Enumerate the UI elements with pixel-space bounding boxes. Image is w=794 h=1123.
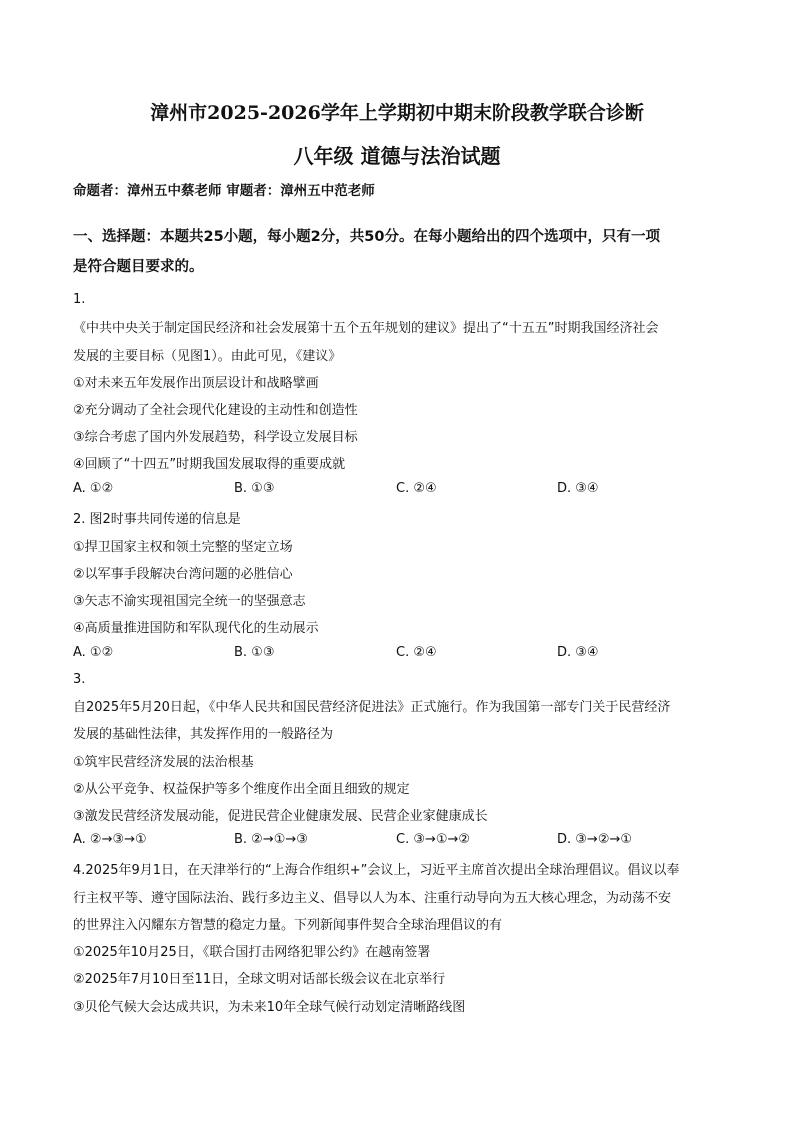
q1-item: ①对未来五年发展作出顶层设计和战略擘画 bbox=[73, 376, 319, 391]
q1-option-c: C. ②④ bbox=[396, 481, 437, 496]
q3-option-d: D. ③→②→① bbox=[557, 832, 633, 847]
section-heading-line1: 一、选择题：本题共25小题，每小题2分，共50分。在每小题给出的四个选项中，只有一项 bbox=[73, 229, 660, 245]
section-heading bbox=[73, 222, 729, 282]
q3-option-c: C. ③→①→② bbox=[396, 832, 471, 847]
q3-item: ①筑牢民营经济发展的法治根基 bbox=[73, 755, 254, 770]
q1-option-b: B. ①③ bbox=[234, 481, 275, 496]
q3-stem-line1: 自2025年5月20日起，《中华人民共和国民营经济促进法》正式施行。作为我国第一部专门关于民营经济 bbox=[73, 700, 671, 715]
q2-stem: 2. 图2时事共同传递的信息是 bbox=[73, 512, 241, 527]
q4-stem-line1: 4.2025年9月1日，在天津举行的“上海合作组织+”会议上，习近平主席首次提出全球治理倡议。倡议以奉 bbox=[73, 863, 680, 878]
q1-number: 1. bbox=[73, 292, 86, 307]
q3-option-b: B. ②→①→③ bbox=[234, 832, 308, 847]
q1-stem-line2: 发展的主要目标（见图1）。由此可见，《建议》 bbox=[73, 349, 342, 364]
q3-option-a: A. ②→③→① bbox=[73, 832, 147, 847]
q2-item: ①捍卫国家主权和领土完整的坚定立场 bbox=[73, 540, 293, 555]
q2-item: ③矢志不渝实现祖国完全统一的坚强意志 bbox=[73, 594, 306, 609]
q4-stem-line2: 行主权平等、遵守国际法治、践行多边主义、倡导以人为本、注重行动导向为五大核心理念，为动荡不安 bbox=[73, 891, 672, 906]
q2-option-a: A. ①② bbox=[73, 645, 114, 660]
q1-stem-line1: 《中共中央关于制定国民经济和社会发展第十五个五年规划的建议》提出了“十五五”时期我国经济社会 bbox=[73, 321, 659, 336]
section-heading-line2: 是符合题目要求的。 bbox=[73, 259, 204, 275]
q3-stem-line2: 发展的基础性法律，其发挥作用的一般路径为 bbox=[73, 727, 334, 742]
q4-item: ③贝伦气候大会达成共识，为未来10年全球气候行动划定清晰路线图 bbox=[73, 1000, 466, 1015]
q1-item: ④回顾了“十四五”时期我国发展取得的重要成就 bbox=[73, 457, 346, 472]
exam-subtitle: 八年级 道德与法治试题 bbox=[293, 144, 501, 168]
q4-item: ②2025年7月10日至11日，全球文明对话部长级会议在北京举行 bbox=[73, 972, 446, 987]
q3-number: 3. bbox=[73, 672, 86, 687]
q4-item: ①2025年10月25日，《联合国打击网络犯罪公约》在越南签署 bbox=[73, 945, 431, 960]
q2-item: ④高质量推进国防和军队现代化的生动展示 bbox=[73, 621, 319, 636]
exam-title: 漳州市2025-2026学年上学期初中期末阶段教学联合诊断 bbox=[150, 102, 644, 124]
q2-item: ②以军事手段解决台湾问题的必胜信心 bbox=[73, 567, 293, 582]
q3-item: ③激发民营经济发展动能，促进民营企业健康发展、民营企业家健康成长 bbox=[73, 809, 488, 824]
q3-item: ②从公平竞争、权益保护等多个维度作出全面且细致的规定 bbox=[73, 782, 410, 797]
q1-option-d: D. ③④ bbox=[557, 481, 599, 496]
q1-item: ③综合考虑了国内外发展趋势，科学设立发展目标 bbox=[73, 430, 358, 445]
authors-line: 命题者：漳州五中蔡老师 审题者：漳州五中范老师 bbox=[73, 183, 375, 199]
q2-option-b: B. ①③ bbox=[234, 645, 275, 660]
q2-option-c: C. ②④ bbox=[396, 645, 437, 660]
q2-option-d: D. ③④ bbox=[557, 645, 599, 660]
q4-stem-line3: 的世界注入闪耀东方智慧的稳定力量。下列新闻事件契合全球治理倡议的有 bbox=[73, 918, 503, 933]
q1-item: ②充分调动了全社会现代化建设的主动性和创造性 bbox=[73, 403, 358, 418]
q1-option-a: A. ①② bbox=[73, 481, 114, 496]
